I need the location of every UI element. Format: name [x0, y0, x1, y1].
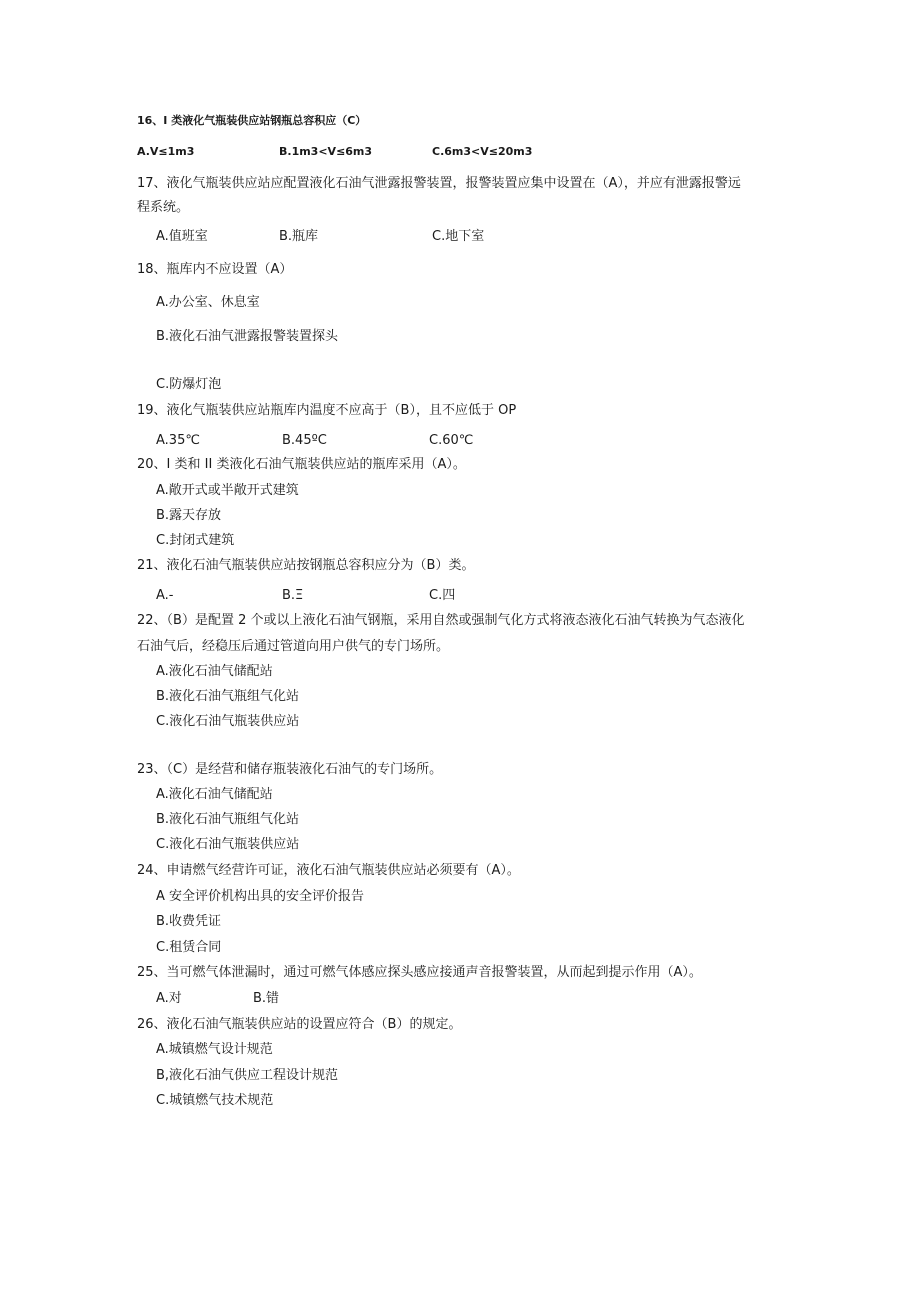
question-20: 20、I 类和 II 类液化石油气瓶装供应站的瓶库采用（A）。: [137, 457, 466, 472]
q19-option-a: A.35℃: [156, 433, 200, 448]
q16-option-b: B.1m3<V≤6m3: [279, 145, 373, 158]
q17-option-b: B.瓶库: [279, 229, 319, 244]
q17-option-c: C.地下室: [432, 229, 485, 244]
question-16: 16、I 类液化气瓶装供应站钢瓶总容积应（C）: [137, 114, 367, 127]
q22-option-c: C.液化石油气瓶装供应站: [156, 714, 300, 729]
question-24: 24、申请燃气经营许可证，液化石油气瓶装供应站必须要有（A）。: [137, 863, 520, 878]
question-21: 21、液化石油气瓶装供应站按钢瓶总容积应分为（B）类。: [137, 558, 475, 573]
question-22-line-1: 22、（B）是配置 2 个或以上液化石油气钢瓶，采用自然或强制气化方式将液态液化石油气转换为气态液化: [137, 613, 745, 628]
question-22-line-2: 石油气后，经稳压后通过管道向用户供气的专门场所。: [137, 639, 450, 654]
question-19: 19、液化气瓶装供应站瓶库内温度不应高于（B），且不应低于 OP: [137, 403, 517, 418]
question-18: 18、瓶库内不应设置（A）: [137, 262, 293, 277]
q18-option-b: B.液化石油气泄露报警装置探头: [156, 329, 339, 344]
q24-option-a: A 安全评价机构出具的安全评价报告: [156, 889, 365, 904]
q19-option-b: B.45ºC: [282, 433, 327, 448]
q21-option-c: C.四: [429, 588, 456, 603]
q17-option-a: A.值班室: [156, 229, 208, 244]
q24-option-c: C.租赁合同: [156, 940, 222, 955]
q21-option-a: A.-: [156, 588, 174, 603]
q23-option-c: C.液化石油气瓶装供应站: [156, 837, 300, 852]
question-26: 26、液化石油气瓶装供应站的设置应符合（B）的规定。: [137, 1017, 462, 1032]
q18-option-a: A.办公室、休息室: [156, 295, 260, 310]
q16-option-c: C.6m3<V≤20m3: [432, 145, 533, 158]
question-23: 23、（C）是经营和储存瓶装液化石油气的专门场所。: [137, 762, 443, 777]
question-25: 25、当可燃气体泄漏时，通过可燃气体感应探头感应接通声音报警装置，从而起到提示作用（A）。: [137, 965, 702, 980]
q23-option-b: B.液化石油气瓶组气化站: [156, 812, 300, 827]
q26-option-b: B,液化石油气供应工程设计规范: [156, 1068, 339, 1083]
q20-option-b: B.露天存放: [156, 508, 222, 523]
q25-option-a: A.对: [156, 991, 182, 1006]
q25-option-b: B.错: [253, 991, 280, 1006]
q19-option-c: C.60℃: [429, 433, 474, 448]
q21-option-b: B.Ξ: [282, 588, 304, 603]
q23-option-a: A.液化石油气储配站: [156, 787, 273, 802]
q16-option-a: A.V≤1m3: [137, 145, 195, 158]
q26-option-c: C.城镇燃气技术规范: [156, 1093, 274, 1108]
question-17-line-2: 程系统。: [137, 200, 190, 215]
q20-option-c: C.封闭式建筑: [156, 533, 235, 548]
q22-option-a: A.液化石油气储配站: [156, 664, 273, 679]
q18-option-c: C.防爆灯泡: [156, 377, 222, 392]
q24-option-b: B.收费凭证: [156, 914, 222, 929]
q22-option-b: B.液化石油气瓶组气化站: [156, 689, 300, 704]
q20-option-a: A.敞开式或半敞开式建筑: [156, 483, 299, 498]
question-17-line-1: 17、液化气瓶装供应站应配置液化石油气泄露报警装置，报警装置应集中设置在（A），并应有泄露报警远: [137, 176, 741, 191]
q26-option-a: A.城镇燃气设计规范: [156, 1042, 273, 1057]
